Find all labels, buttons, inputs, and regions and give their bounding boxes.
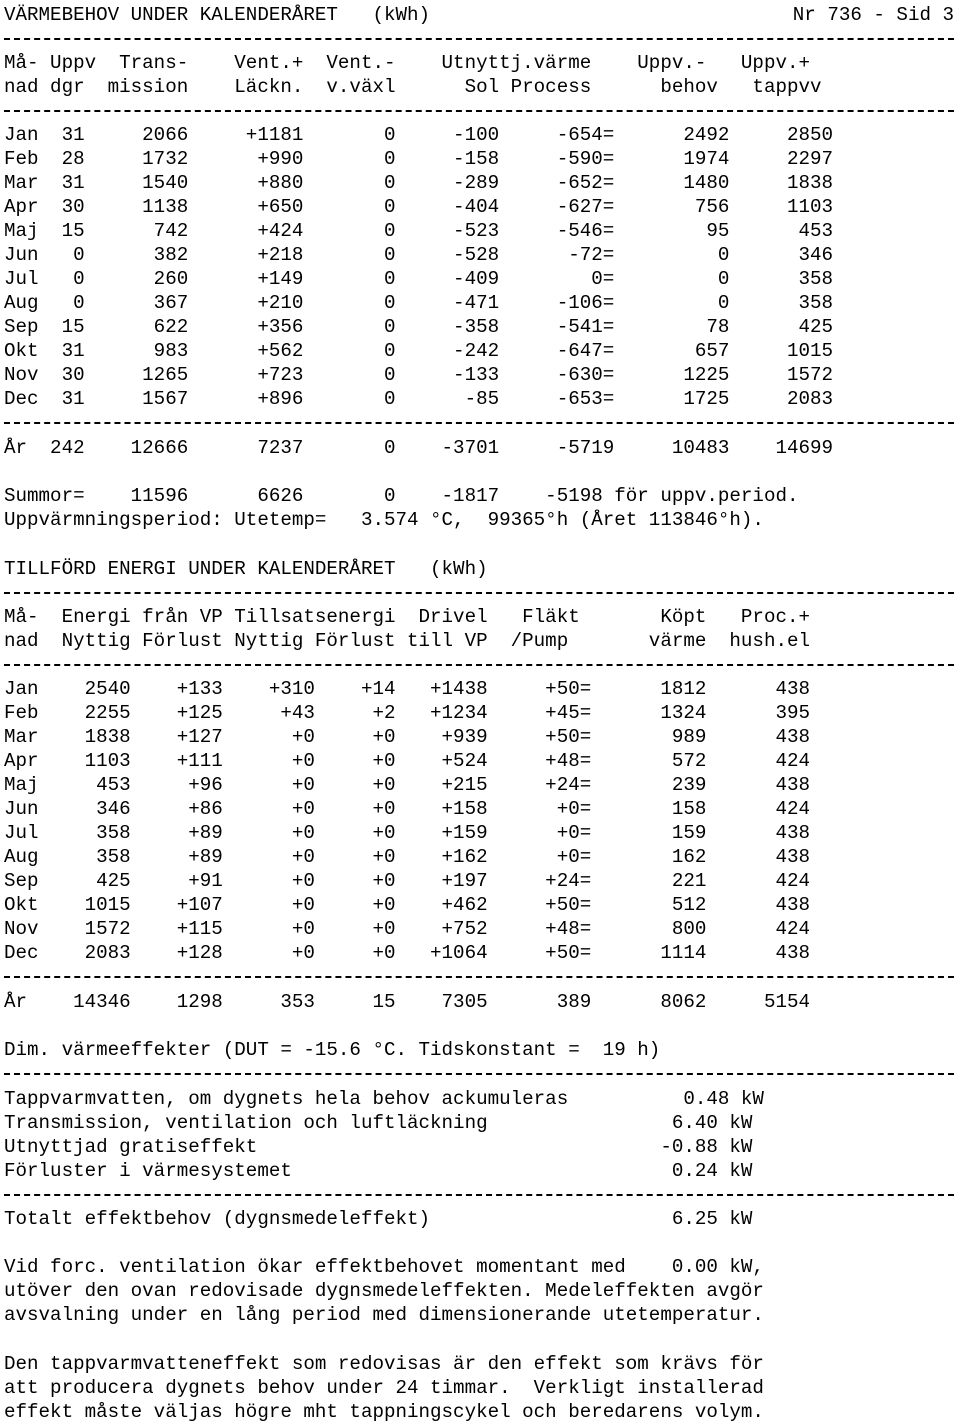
heating-period-row: Uppvärmningsperiod: Utetemp= 3.574 °C, 99365°h (Året 113846°h). [4,509,764,531]
energy-section-title: TILLFÖRD ENERGI UNDER KALENDERÅRET (kWh) [4,558,488,580]
dim-line-hot-water: Tappvarmvatten, om dygnets hela behov ackumuleras 0.48 kW [4,1088,764,1110]
heat-row-mar: Mar 31 1540 +880 0 -289 -652= 1480 1838 [4,172,834,194]
divider [4,38,954,40]
divider [4,1194,954,1196]
energy-row-nov: Nov 1572 +115 +0 +0 +752 +48= 800 424 [4,918,811,940]
divider [4,976,954,978]
note-1-line-1: Vid forc. ventilation ökar effektbehovet momentant med 0.00 kW, [4,1256,764,1278]
heat-row-jan: Jan 31 2066 +1181 0 -100 -654= 2492 2850 [4,124,834,146]
heat-row-aug: Aug 0 367 +210 0 -471 -106= 0 358 [4,292,834,314]
heat-header-row-1: Må- Uppv Trans- Vent.+ Vent.- Utnyttj.värme Uppv.- Uppv.+ [4,52,811,74]
divider [4,110,954,112]
divider [4,592,954,594]
divider [4,664,954,666]
energy-row-jul: Jul 358 +89 +0 +0 +159 +0= 159 438 [4,822,811,844]
note-2-line-3: effekt måste väljas högre mht tappningscykel och beredarens volym. [4,1401,764,1423]
heat-row-feb: Feb 28 1732 +990 0 -158 -590= 1974 2297 [4,148,834,170]
heat-row-sep: Sep 15 622 +356 0 -358 -541= 78 425 [4,316,834,338]
energy-year-row: År 14346 1298 353 15 7305 389 8062 5154 [4,991,811,1013]
heat-row-okt: Okt 31 983 +562 0 -242 -647= 657 1015 [4,340,834,362]
energy-row-okt: Okt 1015 +107 +0 +0 +462 +50= 512 438 [4,894,811,916]
note-1-line-2: utöver den ovan redovisade dygnsmedeleffekten. Medeleffekten avgör [4,1280,764,1302]
heat-row-dec: Dec 31 1567 +896 0 -85 -653= 1725 2083 [4,388,834,410]
energy-row-aug: Aug 358 +89 +0 +0 +162 +0= 162 438 [4,846,811,868]
energy-row-jun: Jun 346 +86 +0 +0 +158 +0= 158 424 [4,798,811,820]
energy-row-feb: Feb 2255 +125 +43 +2 +1234 +45= 1324 395 [4,702,811,724]
heat-row-nov: Nov 30 1265 +723 0 -133 -630= 1225 1572 [4,364,834,386]
heat-row-apr: Apr 30 1138 +650 0 -404 -627= 756 1103 [4,196,834,218]
energy-header-row-1: Må- Energi från VP Tillsatsenergi Drivel Fläkt Köpt Proc.+ [4,606,811,628]
heat-row-jun: Jun 0 382 +218 0 -528 -72= 0 346 [4,244,834,266]
energy-row-mar: Mar 1838 +127 +0 +0 +939 +50= 989 438 [4,726,811,748]
dim-line-losses: Förluster i värmesystemet 0.24 kW [4,1160,753,1182]
note-1-line-3: avsvalning under en lång period med dimensionerande utetemperatur. [4,1304,764,1326]
dim-section-title: Dim. värmeeffekter (DUT = -15.6 °C. Tidskonstant = 19 h) [4,1039,661,1061]
energy-row-dec: Dec 2083 +128 +0 +0 +1064 +50= 1114 438 [4,942,811,964]
note-2-line-2: att producera dygnets behov under 24 timmar. Verkligt installerad [4,1377,764,1399]
heat-year-row: År 242 12666 7237 0 -3701 -5719 10483 14699 [4,437,834,459]
energy-row-maj: Maj 453 +96 +0 +0 +215 +24= 239 438 [4,774,811,796]
note-2-line-1: Den tappvarmvatteneffekt som redovisas är den effekt som krävs för [4,1353,764,1375]
heat-section-title: VÄRMEBEHOV UNDER KALENDERÅRET (kWh) [4,4,431,26]
heat-row-maj: Maj 15 742 +424 0 -523 -546= 95 453 [4,220,834,242]
heat-header-row-2: nad dgr mission Läckn. v.växl Sol Process behov tappvv [4,76,822,98]
energy-header-row-2: nad Nyttig Förlust Nyttig Förlust till VP /Pump värme hush.el [4,630,811,652]
heat-sum-row: Summor= 11596 6626 0 -1817 -5198 för uppv.period. [4,485,799,507]
dim-line-free-heat: Utnyttjad gratiseffekt -0.88 kW [4,1136,753,1158]
divider [4,422,954,424]
energy-row-sep: Sep 425 +91 +0 +0 +197 +24= 221 424 [4,870,811,892]
energy-row-apr: Apr 1103 +111 +0 +0 +524 +48= 572 424 [4,750,811,772]
energy-row-jan: Jan 2540 +133 +310 +14 +1438 +50= 1812 438 [4,678,811,700]
divider [4,1073,954,1075]
heat-row-jul: Jul 0 260 +149 0 -409 0= 0 358 [4,268,834,290]
page-number: Nr 736 - Sid 3 [792,4,954,26]
dim-line-transmission: Transmission, ventilation och luftläckning 6.40 kW [4,1112,753,1134]
dim-total: Totalt effektbehov (dygnsmedeleffekt) 6.25 kW [4,1208,753,1230]
